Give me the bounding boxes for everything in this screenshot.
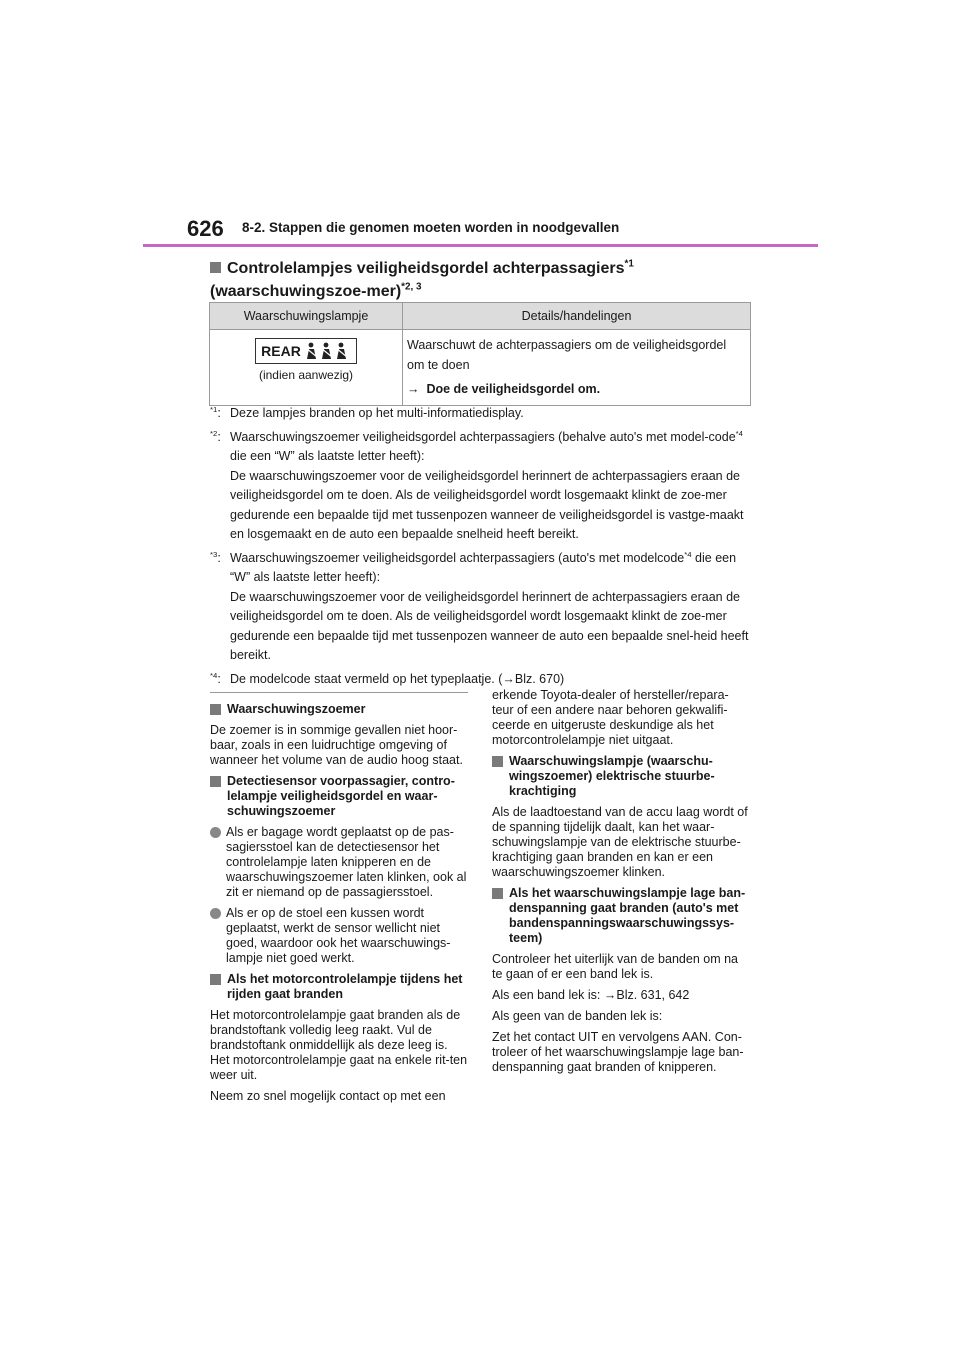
footnote-4: $^{*4}$: De modelcode staat vermeld op het typeplaatje. (→Blz. 670) (210, 670, 565, 686)
square-bullet-icon (210, 974, 221, 985)
round-bullet-icon (210, 827, 221, 838)
square-bullet-icon (210, 262, 221, 273)
lamp-note: (indien aanwezig) (258, 368, 354, 382)
arrow-icon: → (407, 382, 420, 396)
col-header-details: Details/handelingen (403, 303, 751, 330)
footnote-1: $^{*1}$: Deze lampjes branden op het multi-informatiedisplay. (210, 404, 524, 420)
rear-seatbelt-warning-lamp: REAR (255, 338, 357, 364)
detail-text: Waarschuwt de achterpassagiers om de veiligheidsgordel om te doen (407, 338, 727, 372)
warning-table (209, 302, 751, 406)
col-header-lamp: Waarschuwingslampje (210, 303, 403, 330)
detail-action: Doe de veiligheidsgordel om. (426, 382, 601, 396)
footnotes (210, 404, 758, 693)
left-column: Waarschuwingszoemer De zoemer is in sommige gevallen niet hoor-baar, zoals in een luidruchtige omgeving of wanneer het volume van de audio hoog staat. Detectiesensor voorpassagier, contro-lelampje veiligheidsgordel en waar-schuwingszoemer Als er bagage wordt geplaatst op de pas-sagiersstoel kan de detectiesensor het controlelampje laten knipperen en de waarschuwingszoemer laten klinken, ook al zit er niemand op de passagiersstoel. Als er op de stoel een kussen wordt geplaatst, werkt de sensor wellicht niet goed, waardoor ook het waarschuwings-lampje niet goed werkt. Als het motorcontrolelampje tijdens het rijden gaat branden Het motorcontrolelampje gaat branden als de brandstoftank volledig leeg raakt. Vul de brandstoftank onmiddellijk als deze leeg is. Het motorcontrolelampje gaat na enkele rit-ten weer uit. Neem zo snel mogelijk contact op met een (210, 702, 468, 1103)
square-bullet-icon (210, 704, 221, 715)
footnote-3: $^{*3}$: Waarschuwingszoemer veiligheidsgordel achterpassagiers (auto's met modelcode$^{*4}$ die een “W” als laatste letter heeft): De waarschuwingszoemer voor de veiligheidsgordel herinnert de achterpassagiers eraan de veiligheidsgordel om te doen. Als de veiligheidsgordel wordt losgemaakt klinkt de zoe-mer gedurende een bepaalde tijd met tussenpozen wanneer de auto een bepaalde snel-heid heeft bereikt. (210, 549, 749, 662)
square-bullet-icon (210, 776, 221, 787)
column-divider-rule (210, 692, 468, 693)
square-bullet-icon (492, 888, 503, 899)
page-number: 626 (187, 216, 224, 241)
seatbelt-passengers-icon (305, 341, 351, 361)
right-column: erkende Toyota-dealer of hersteller/repara-teur of een andere naar behoren gekwalifi-ceerde en uitgeruste deskundige als het motorcontrolelampje niet uitgaat. Waarschuwingslampje (waarschu-wingszoemer) elektrische stuurbe-krachtiging Als de laadtoestand van de accu laag wordt of de spanning tijdelijk daalt, kan het waar-schuwingslampje van de elektrische stuurbe-krachtiging gaan branden en kan er een waarschuwingszoemer klinken. Als het waarschuwingslampje lage ban-denspanning gaat branden (auto's met bandenspanningswaarschuwingssys-teem) Controleer het uiterlijk van de banden om na te gaan of er een band lek is. Als een band lek is: →Blz. 631, 642 Als geen van de banden lek is: Zet het contact UIT en vervolgens AAN. Con-troleer of het waarschuwingslampje lage ban-denspanning gaat branden of knipperen. (492, 688, 748, 1074)
square-bullet-icon (492, 756, 503, 767)
section-title: Controlelampjes veiligheidsgordel achterpassagiers$^{*1}$ (waarschuwingszoe-mer)$^{*2, 3}$ (210, 258, 634, 300)
round-bullet-icon (210, 908, 221, 919)
chapter-title: 8-2. Stappen die genomen moeten worden in noodgevallen (242, 220, 620, 235)
footnote-2: $^{*2}$: Waarschuwingszoemer veiligheidsgordel achterpassagiers (behalve auto's met model-code$^{*4}$ die een “W” als laatste letter heeft): De waarschuwingszoemer voor de veiligheidsgordel herinnert de achterpassagiers eraan de veiligheidsgordel om te doen. Als de veiligheidsgordel wordt losgemaakt klinkt de zoe-mer gedurende een bepaalde tijd met tussenpozen wanneer de veiligheidsgordel is vastge-maakt en losgemaakt en de auto een bepaalde snelheid heeft bereikt. (210, 428, 744, 541)
header-rule (143, 244, 818, 247)
